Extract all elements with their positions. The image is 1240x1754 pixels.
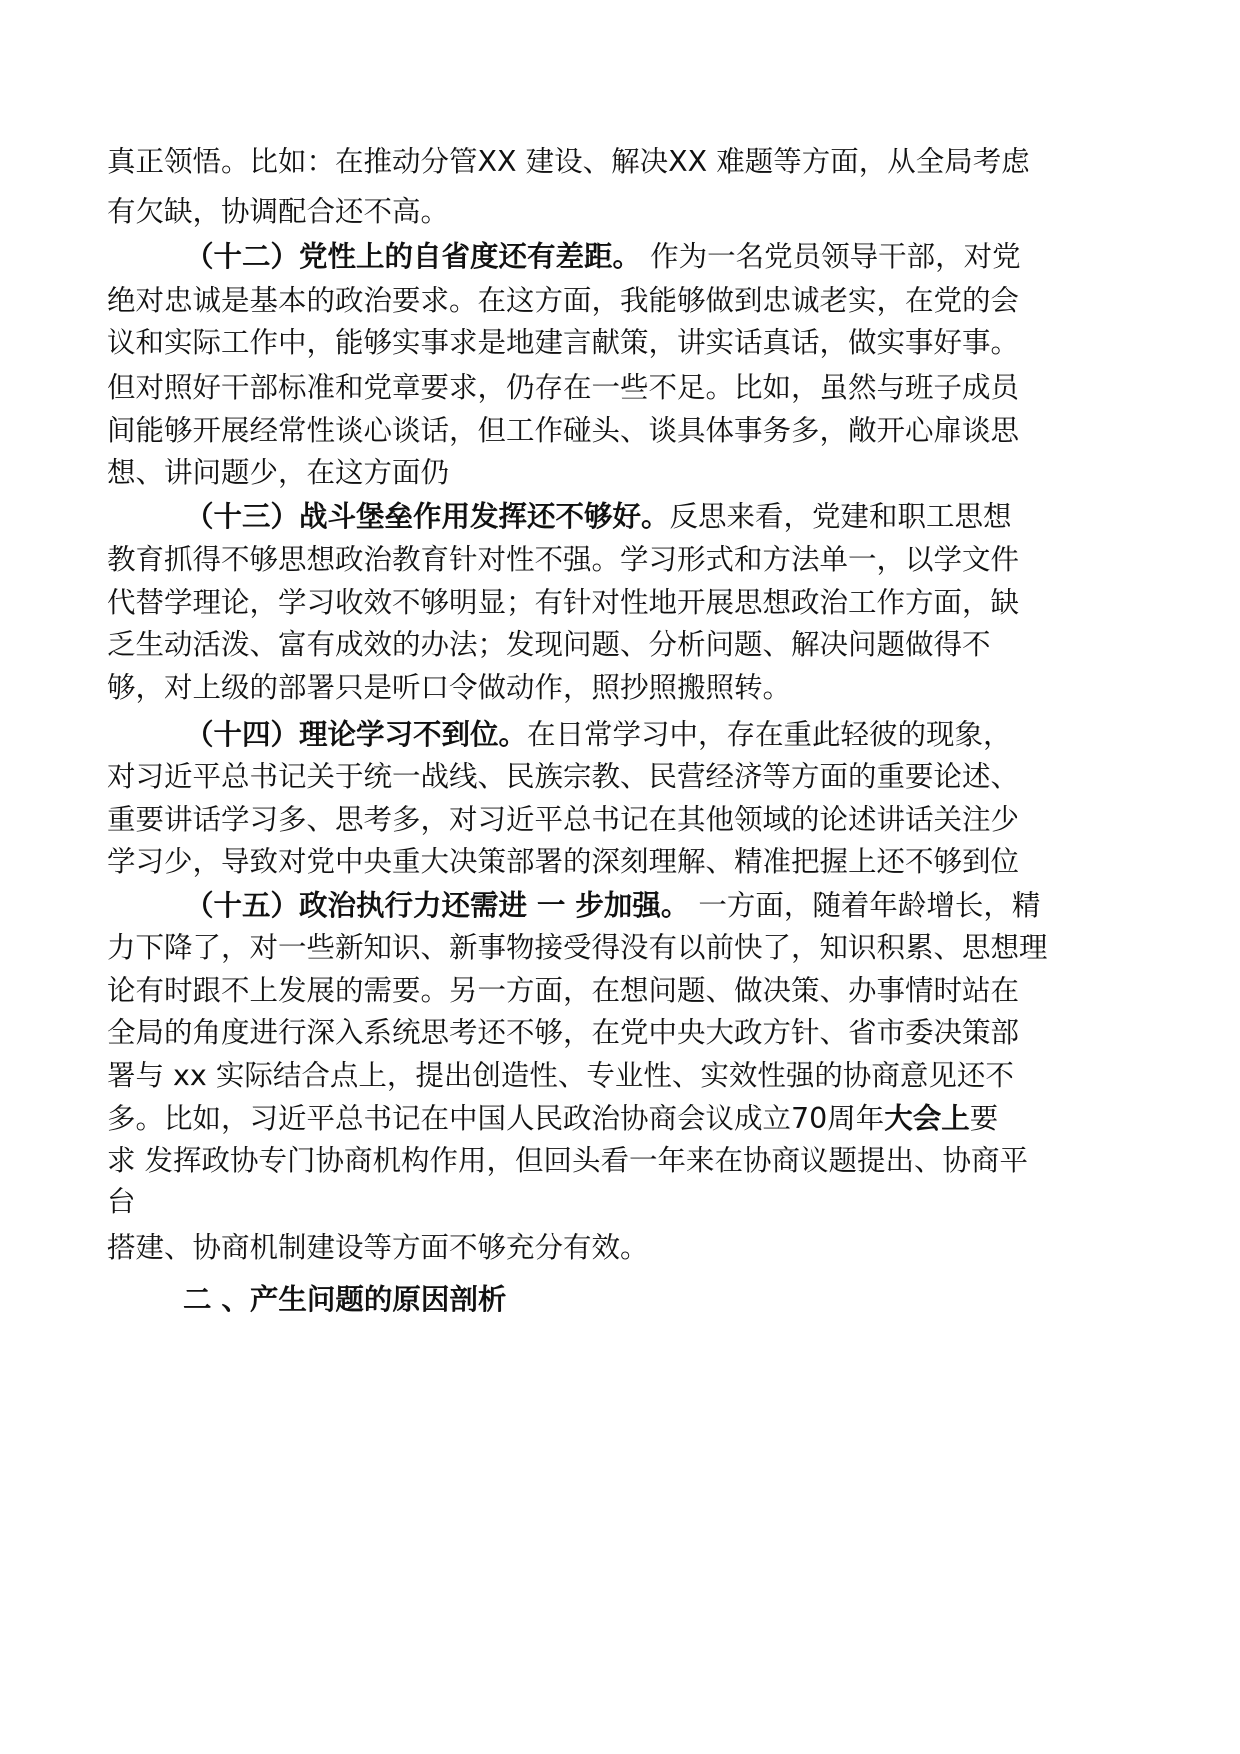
text-line: 重要讲话学习多、思考多，对习近平总书记在其他领域的论述讲话关注少 (107, 803, 1020, 836)
paragraph-12-first-line (185, 237, 1021, 277)
text-line: 全局的角度进行深入系统思考还不够，在党中央大政方针、省市委决策部 (107, 1016, 1020, 1049)
text-span: 一方面，随着年龄增长，精 (689, 889, 1041, 922)
text-line: 代替学理论，学习收效不够明显；有针对性地开展思想政治工作方面，缺 (107, 586, 1020, 619)
section-heading: 二 、产生问题的原因剖析 (183, 1283, 507, 1316)
paragraph-14-first-line (185, 715, 1012, 755)
paragraph-15-heading: （十五）政治执行力还需进 一 步加强。 (185, 889, 690, 922)
text-span: 在日常学习中，存在重此轻彼的现象， (527, 718, 1012, 751)
text-span: 反思来看，党建和职工思想 (669, 500, 1012, 533)
text-line: 学习少，导致对党中央重大决策部署的深刻理解、精准把握上还不够到位 (107, 845, 1020, 878)
text-line: 乏生动活泼、富有成效的办法；发现问题、分析问题、解决问题做得不 (107, 628, 991, 661)
text-span: 作为一名党员领导干部，对党 (641, 240, 1021, 273)
text-line: 议和实际工作中，能够实事求是地建言献策，讲实话真话，做实事好事。 (107, 326, 1020, 359)
text-line: 但对照好干部标准和党章要求，仍存在一些不足。比如，虽然与班子成员 (107, 371, 1020, 404)
text-line: 间能够开展经常性谈心谈话，但工作碰头、谈具体事务多，敞开心扉谈思 (107, 414, 1020, 447)
text-line: 够，对上级的部署只是听口令做动作，照抄照搬照转。 (107, 671, 792, 704)
paragraph-14-heading: （十四）理论学习不到位。 (185, 718, 528, 751)
text-line: 署与 xx 实际结合点上，提出创造性、专业性、实效性强的协商意见还不 (107, 1059, 1014, 1092)
text-line: 有欠缺，协调配合还不高。 (107, 195, 450, 228)
text-line: 台 (107, 1185, 136, 1218)
text-span: 多。比如，习近平总书记在中国人民政治协商会议成立70周年 (107, 1102, 885, 1135)
paragraph-15-first-line (185, 886, 1040, 926)
bold-text-span: 大会上 (884, 1102, 970, 1135)
paragraph-13-heading: （十三）战斗堡垒作用发挥还不够好。 (185, 500, 670, 533)
text-line: 论有时跟不上发展的需要。另一方面，在想问题、做决策、办事情时站在 (107, 974, 1020, 1007)
text-span: 要 (969, 1102, 999, 1135)
text-line: 绝对忠诚是基本的政治要求。在这方面，我能够做到忠诚老实，在党的会 (107, 284, 1020, 317)
text-line: 对习近平总书记关于统一战线、民族宗教、民营经济等方面的重要论述、 (107, 760, 1020, 793)
text-line: 想、讲问题少，在这方面仍 (107, 456, 450, 489)
text-line: 教育抓得不够思想政治教育针对性不强。学习形式和方法单一，以学文件 (107, 543, 1020, 576)
text-line: 求 发挥政协专门协商机构作用，但回头看一年来在协商议题提出、协商平 (107, 1144, 1029, 1177)
text-line: 搭建、协商机制建设等方面不够充分有效。 (107, 1231, 649, 1264)
paragraph-13-first-line (185, 497, 1012, 537)
text-line: 真正领悟。比如：在推动分管XX 建设、解决XX 难题等方面，从全局考虑 (107, 145, 1030, 178)
paragraph-12-heading: （十二）党性上的自省度还有差距。 (185, 240, 642, 273)
text-line: 力下降了，对一些新知识、新事物接受得没有以前快了，知识积累、思想理 (107, 931, 1048, 964)
text-line (107, 1099, 998, 1139)
